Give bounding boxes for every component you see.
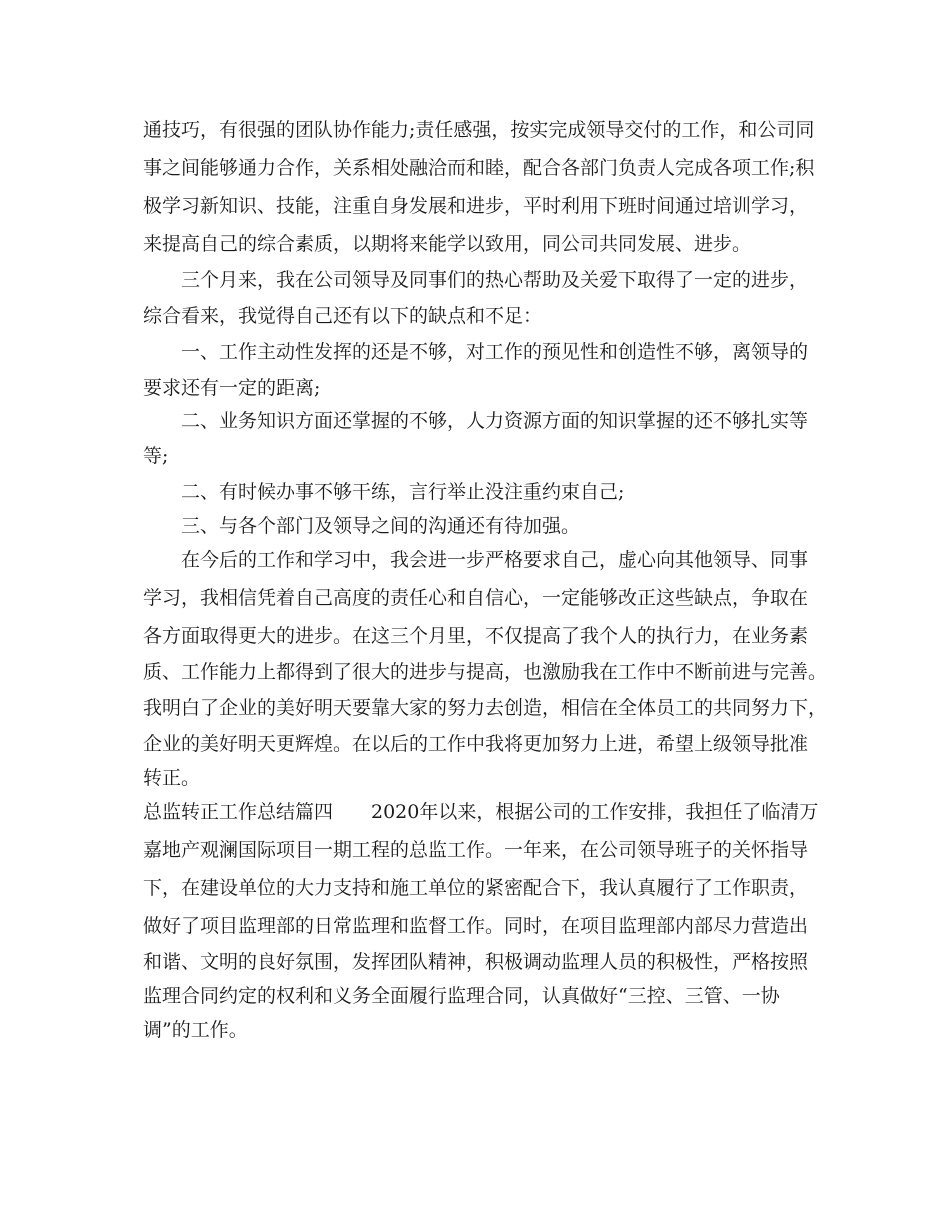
text-line: 综合看来，我觉得自己还有以下的缺点和不足： (143, 305, 543, 327)
text-line: 做好了项目监理部的日常监理和监督工作。同时，在项目监理部内部尽力营造出 (143, 915, 809, 937)
text-line: 在今后的工作和学习中，我会进一步严格要求自己，虚心向其他领导、同事 (143, 549, 809, 571)
text-line: 质、工作能力上都得到了很大的进步与提高，也激励我在工作中不断前进与完善。 (143, 661, 828, 683)
text-line: 一、工作主动性发挥的还是不够，对工作的预见性和创造性不够，离领导的 (143, 341, 809, 363)
text-line: 二、业务知识方面还掌握的不够，人力资源方面的知识掌握的还不够扎实等 (143, 410, 809, 432)
text-line: 三、与各个部门及领导之间的沟通还有待加强。 (143, 515, 581, 537)
text-line: 监理合同约定的权利和义务全面履行监理合同，认真做好“三控、三管、一协 (143, 985, 780, 1007)
text-line: 来提高自己的综合素质，以期将来能学以致用，同公司共同发展、进步。 (143, 233, 752, 255)
text-line: 总监转正工作总结篇四 2020年以来，根据公司的工作安排，我担任了临清万 (143, 801, 819, 823)
text-line: 各方面取得更大的进步。在这三个月里，不仅提高了我个人的执行力，在业务素 (143, 625, 809, 647)
text-line: 和谐、文明的良好氛围，发挥团队精神，积极调动监理人员的积极性，严格按照 (143, 951, 809, 973)
text-line: 下，在建设单位的大力支持和施工单位的紧密配合下，我认真履行了工作职责， (143, 877, 809, 899)
text-line: 事之间能够通力合作，关系相处融洽而和睦，配合各部门负责人完成各项工作;积 (143, 157, 815, 179)
text-line: 我明白了企业的美好明天要靠大家的努力去创造，相信在全体员工的共同努力下， (143, 697, 828, 719)
text-line: 企业的美好明天更辉煌。在以后的工作中我将更加努力上进，希望上级领导批准 (143, 733, 809, 755)
text-line: 通技巧，有很强的团队协作能力;责任感强，按实完成领导交付的工作，和公司同 (143, 119, 815, 141)
text-line: 转正。 (143, 767, 201, 789)
text-line: 三个月来，我在公司领导及同事们的热心帮助及关爱下取得了一定的进步， (143, 269, 809, 291)
text-line: 调”的工作。 (143, 1019, 248, 1041)
text-line: 学习，我相信凭着自己高度的责任心和自信心，一定能够改正这些缺点，争取在 (143, 587, 809, 609)
text-line: 要求还有一定的距离; (143, 377, 321, 399)
text-line: 二、有时候办事不够干练，言行举止没注重约束自己; (143, 481, 625, 503)
text-line: 极学习新知识、技能，注重自身发展和进步，平时利用下班时间通过培训学习， (143, 195, 809, 217)
text-line: 嘉地产观澜国际项目一期工程的总监工作。一年来，在公司领导班子的关怀指导 (143, 839, 809, 861)
text-line: 等; (143, 445, 169, 467)
